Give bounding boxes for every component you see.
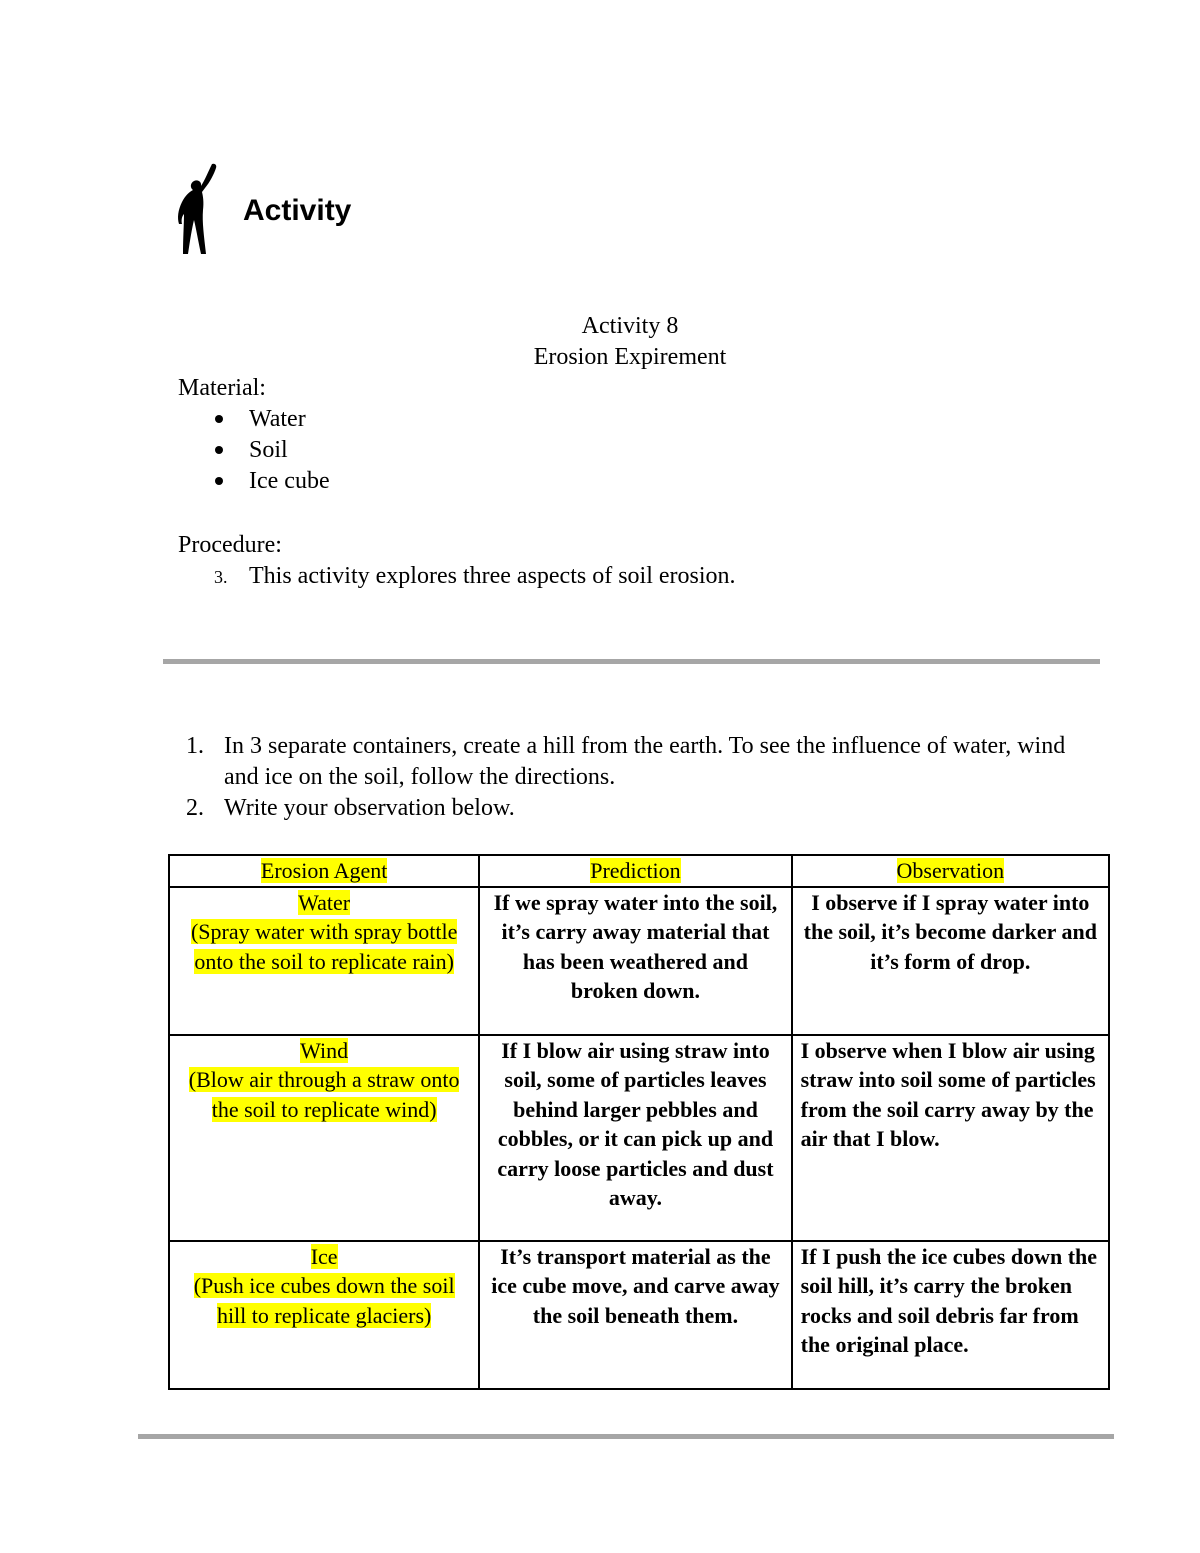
material-item: Water <box>178 404 330 435</box>
observation-cell: If I push the ice cubes down the soil hill, it’s carry the broken rocks and soil debris far from the original place. <box>792 1241 1109 1389</box>
prediction-cell: If we spray water into the soil, it’s carry away material that has been weathered and broken down. <box>479 887 791 1035</box>
divider-bottom <box>138 1434 1114 1439</box>
observation-cell: I observe if I spray water into the soil, it’s become darker and it’s form of drop. <box>792 887 1109 1035</box>
instruction-item: 1. In 3 separate containers, create a hill from the earth. To see the influence of water, wind and ice on the soil, follow the directions. <box>186 733 1066 790</box>
procedure-label: Procedure: <box>178 532 282 558</box>
header-observation: Observation <box>792 855 1109 887</box>
material-label: Material: <box>178 375 266 401</box>
activity-number: Activity 8 <box>581 313 679 339</box>
activity-title: Erosion Expirement <box>533 344 727 370</box>
procedure-step <box>214 561 736 592</box>
observation-cell: I observe when I blow air using straw into soil some of particles from the soil carry away by the air that I blow. <box>792 1035 1109 1241</box>
procedure-step-text: This activity explores three aspects of soil erosion. <box>249 563 736 589</box>
procedure-step-number: 3. <box>214 567 228 587</box>
table-header-row <box>169 855 1109 887</box>
activity-header-title: Activity <box>243 194 352 227</box>
divider-top <box>163 659 1100 664</box>
erosion-table <box>168 854 1110 1390</box>
table-row <box>169 1035 1109 1241</box>
material-item: Ice cube <box>178 466 330 497</box>
agent-cell: Water (Spray water with spray bottle onto the soil to replicate rain) <box>169 887 479 1035</box>
table-row <box>169 1241 1109 1389</box>
material-list <box>178 404 330 497</box>
prediction-cell: It’s transport material as the ice cube move, and carve away the soil beneath them. <box>479 1241 791 1389</box>
prediction-cell: If I blow air using straw into soil, some of particles leaves behind larger pebbles and cobbles, or it can pick up and carry loose particles and dust away. <box>479 1035 791 1241</box>
agent-cell: Ice (Push ice cubes down the soil hill to replicate glaciers) <box>169 1241 479 1389</box>
instruction-list <box>186 731 1086 824</box>
stretching-figure-icon <box>172 162 220 258</box>
material-item: Soil <box>178 435 330 466</box>
header-prediction: Prediction <box>479 855 791 887</box>
table-row <box>169 887 1109 1035</box>
header-erosion-agent: Erosion Agent <box>169 855 479 887</box>
instruction-item: 2. Write your observation below. <box>186 795 515 821</box>
agent-cell: Wind (Blow air through a straw onto the soil to replicate wind) <box>169 1035 479 1241</box>
